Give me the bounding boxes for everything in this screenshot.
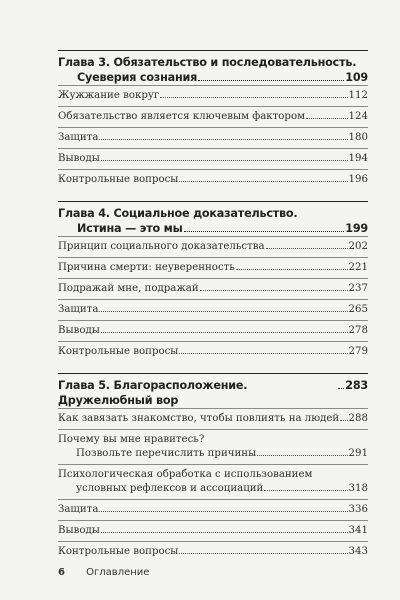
dot-leader bbox=[266, 248, 348, 249]
dot-leader bbox=[179, 181, 347, 182]
chapter-heading bbox=[58, 50, 368, 85]
toc-entry bbox=[58, 127, 368, 148]
entry-title: Почему вы мне нравитесь? bbox=[58, 434, 205, 445]
dot-leader bbox=[200, 290, 348, 291]
toc-entry bbox=[58, 278, 368, 299]
toc-entry bbox=[58, 236, 368, 257]
chapter-heading bbox=[58, 201, 368, 236]
toc-entry bbox=[58, 299, 368, 320]
chapter-title-line: Суеверия сознания bbox=[77, 71, 198, 84]
dot-leader bbox=[179, 353, 347, 354]
entry-page-number: 341 bbox=[348, 525, 368, 536]
toc-entry bbox=[58, 320, 368, 341]
dot-leader bbox=[306, 118, 348, 119]
entry-title: Контрольные вопросы bbox=[58, 346, 179, 357]
entry-title: Психологическая обработка с использованием bbox=[58, 469, 313, 480]
entry-title: Подражай мне, подражай bbox=[58, 283, 199, 294]
entry-page-number: 112 bbox=[348, 90, 368, 101]
entry-page-number: 279 bbox=[348, 346, 368, 357]
dot-leader bbox=[99, 139, 347, 140]
toc-entry bbox=[58, 341, 368, 362]
entry-page-number: 288 bbox=[348, 413, 368, 424]
dot-leader bbox=[101, 532, 348, 533]
entry-title-continuation: Позвольте перечислить причины bbox=[76, 448, 257, 459]
entry-title: Причина смерти: неуверенность bbox=[58, 262, 235, 273]
entry-page-number: 180 bbox=[348, 132, 368, 143]
chapter-title-line: Глава 5. Благорасположение. Дружелюбный вор bbox=[58, 379, 248, 407]
entry-title: Выводы bbox=[58, 325, 100, 336]
chapter-title-line: Истина — это мы bbox=[77, 222, 183, 235]
dot-leader bbox=[340, 420, 347, 421]
entry-title: Защита bbox=[58, 132, 99, 143]
entry-title: Выводы bbox=[58, 525, 100, 536]
chapter-heading bbox=[58, 373, 368, 408]
entry-page-number: 237 bbox=[348, 283, 368, 294]
entry-title: Как завязать знакомство, чтобы повлиять на людей bbox=[58, 413, 340, 424]
dot-leader bbox=[99, 311, 347, 312]
chapter-page-number: 199 bbox=[345, 222, 368, 235]
entry-page-number: 202 bbox=[348, 241, 368, 252]
dot-leader bbox=[160, 97, 347, 98]
entry-title: Контрольные вопросы bbox=[58, 174, 179, 185]
chapter-page-number: 109 bbox=[345, 71, 368, 84]
entry-page-number: 318 bbox=[348, 483, 368, 494]
entry-title: Выводы bbox=[58, 153, 100, 164]
entry-page-number: 196 bbox=[348, 174, 368, 185]
entry-page-number: 343 bbox=[348, 546, 368, 557]
page-footer bbox=[58, 567, 149, 578]
toc-entry bbox=[58, 106, 368, 127]
toc-entry bbox=[58, 408, 368, 429]
entry-title-continuation: условных рефлексов и ассоциаций bbox=[76, 483, 264, 494]
entry-title: Защита bbox=[58, 304, 99, 315]
toc-entry bbox=[58, 541, 368, 562]
page-number: 6 bbox=[58, 567, 65, 578]
entry-page-number: 278 bbox=[348, 325, 368, 336]
entry-title: Принцип социального доказательства bbox=[58, 241, 265, 252]
toc-entry bbox=[58, 429, 368, 464]
table-of-contents bbox=[58, 48, 368, 562]
dot-leader bbox=[184, 231, 345, 232]
chapter-title-line: Глава 3. Обязательство и последовательность. bbox=[58, 56, 357, 69]
toc-entry bbox=[58, 148, 368, 169]
entry-title: Жужжание вокруг bbox=[58, 90, 160, 101]
dot-leader bbox=[101, 160, 348, 161]
dot-leader bbox=[179, 553, 347, 554]
dot-leader bbox=[257, 455, 347, 456]
running-title: Оглавление bbox=[86, 567, 150, 578]
toc-entry bbox=[58, 257, 368, 278]
dot-leader bbox=[198, 80, 344, 81]
dot-leader bbox=[99, 511, 347, 512]
toc-entry bbox=[58, 464, 368, 499]
entry-page-number: 265 bbox=[348, 304, 368, 315]
toc-entry bbox=[58, 169, 368, 190]
entry-title: Обязательство является ключевым фактором bbox=[58, 111, 306, 122]
entry-page-number: 221 bbox=[348, 262, 368, 273]
dot-leader bbox=[264, 490, 347, 491]
dot-leader bbox=[101, 332, 348, 333]
toc-entry bbox=[58, 499, 368, 520]
entry-page-number: 336 bbox=[348, 504, 368, 515]
entry-page-number: 291 bbox=[348, 448, 368, 459]
entry-page-number: 124 bbox=[348, 111, 368, 122]
chapter-page-number: 283 bbox=[345, 379, 368, 392]
entry-page-number: 194 bbox=[348, 153, 368, 164]
chapter-title-line: Глава 4. Социальное доказательство. bbox=[58, 207, 298, 220]
entry-title: Защита bbox=[58, 504, 99, 515]
toc-entry bbox=[58, 520, 368, 541]
dot-leader bbox=[236, 269, 348, 270]
toc-entry bbox=[58, 85, 368, 106]
dot-leader bbox=[338, 388, 344, 389]
entry-title: Контрольные вопросы bbox=[58, 546, 179, 557]
